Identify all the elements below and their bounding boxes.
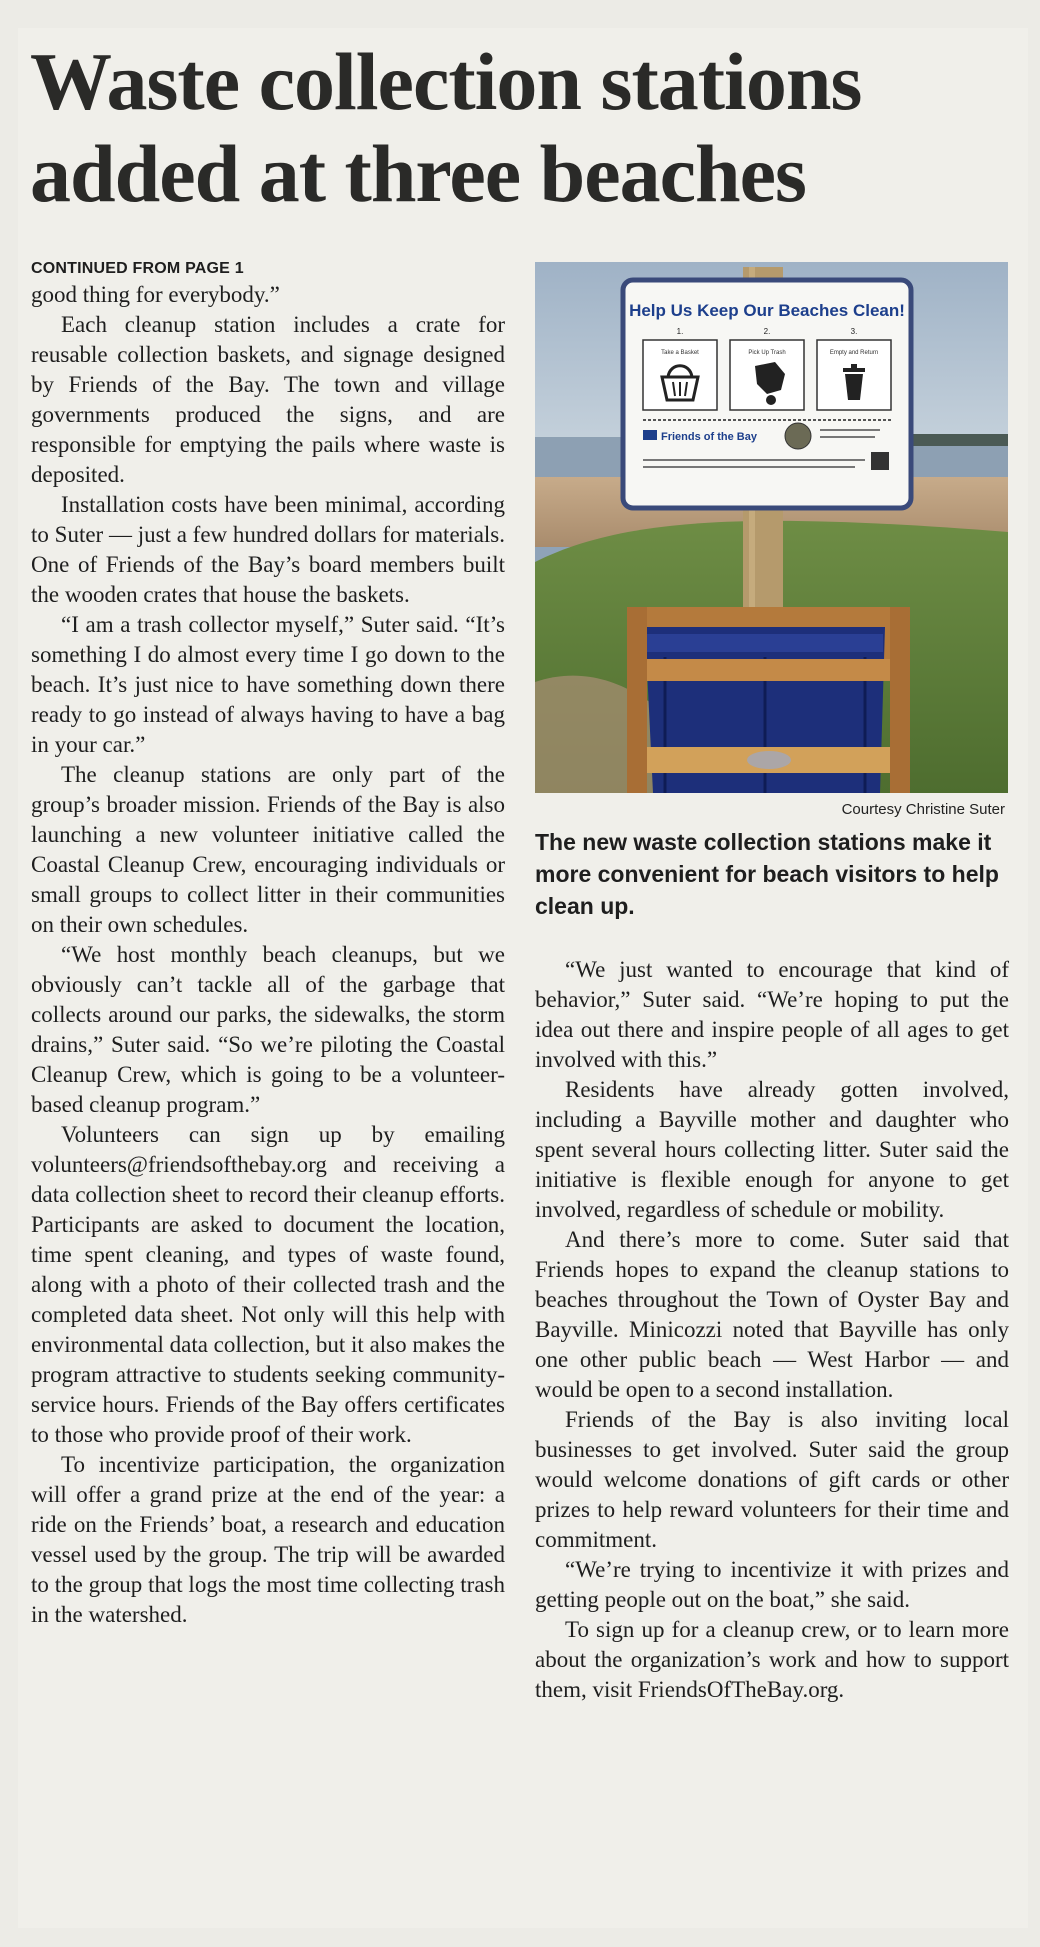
paragraph: To sign up for a cleanup crew, or to learn more about the organization’s work and how to support them, visit FriendsOfTheBay.org. (535, 1617, 1009, 1702)
paragraph: Volunteers can sign up by emailing volunteers@friendsofthebay.org and receiving a data collection sheet to record their cleanup efforts. Participants are asked to document the location, time spent cleaning, and types of waste found, along with a photo of their collected trash and the completed data sheet. Not only will this help with environmental data collection, but it also makes the program attractive to students seeking community-service hours. Friends of the Bay offers certificates to those who provide proof of their work. (31, 1122, 505, 1447)
paragraph: good thing for everybody.” (31, 282, 280, 307)
sign-title: Help Us Keep Our Beaches Clean! (629, 301, 905, 320)
sign-step-number: 1. (676, 327, 684, 336)
sign-step-label: Pick Up Trash (748, 350, 786, 356)
headline: Waste collection stations added at three beaches (30, 36, 862, 219)
right-column (535, 955, 1009, 1705)
sign-step-label: Take a Basket (661, 350, 699, 356)
paragraph: Residents have already gotten involved, including a Bayville mother and daughter who spent several hours collecting litter. Suter said the initiative is flexible enough for anyone to get involved, regardless of schedule or mobility. (535, 1077, 1009, 1222)
sign-logo-text: Friends of the Bay (661, 431, 757, 443)
continued-from-label: CONTINUED FROM PAGE 1 (31, 260, 244, 277)
sign-step-label: Empty and Return (829, 350, 879, 356)
paragraph: “We’re trying to incentivize it with prizes and getting people out on the boat,” she said. (535, 1557, 1009, 1612)
paragraph: Each cleanup station includes a crate for reusable collection baskets, and signage designed by Friends of the Bay. The town and village governments produced the signs, and are responsible for emptying the pails where waste is deposited. (31, 312, 505, 487)
sign-step-number: 3. (850, 327, 858, 336)
paragraph: Installation costs have been minimal, according to Suter — just a few hundred dollars for materials. One of Friends of the Bay’s board members built the wooden crates that house the baskets. (31, 492, 505, 607)
beach-station-photo (535, 262, 1008, 793)
paragraph: To incentivize participation, the organization will offer a grand prize at the end of the year: a ride on the Friends’ boat, a research and education vessel used by the group. The trip will be awarded to the group that logs the most time collecting trash in the watershed. (31, 1452, 505, 1627)
photo-caption: The new waste collection stations make it more convenient for beach visitors to help clean up. (535, 829, 999, 919)
paragraph: “I am a trash collector myself,” Suter said. “It’s something I do almost every time I go down to the beach. It’s just nice to have something down there ready to go instead of always having to have a bag in your car.” (31, 612, 505, 757)
photo-illustration (535, 262, 1008, 793)
photo-credit: Courtesy Christine Suter (841, 801, 1005, 818)
paragraph: “We host monthly beach cleanups, but we obviously can’t tackle all of the garbage that collects around our parks, the sidewalks, the storm drains,” Suter said. “So we’re piloting the Coastal Cleanup Crew, which is going to be a volunteer-based cleanup program.” (31, 942, 505, 1117)
paragraph: And there’s more to come. Suter said that Friends hopes to expand the cleanup stations to beaches throughout the Town of Oyster Bay and Bayville. Minicozzi noted that Bayville has only one other public beach — West Harbor — and would be open to a second installation. (535, 1227, 1009, 1402)
left-column (31, 258, 505, 1630)
sign-step-number: 2. (763, 327, 771, 336)
paragraph: “We just wanted to encourage that kind of behavior,” Suter said. “We’re hoping to put the idea out there and inspire people of all ages to get involved with this.” (535, 957, 1009, 1072)
paragraph: The cleanup stations are only part of the group’s broader mission. Friends of the Bay is also launching a new volunteer initiative called the Coastal Cleanup Crew, encouraging individuals or small groups to collect litter in their communities on their own schedules. (31, 762, 505, 937)
paragraph: Friends of the Bay is also inviting local businesses to get involved. Suter said the group would welcome donations of gift cards or other prizes to help reward volunteers for their time and commitment. (535, 1407, 1009, 1552)
